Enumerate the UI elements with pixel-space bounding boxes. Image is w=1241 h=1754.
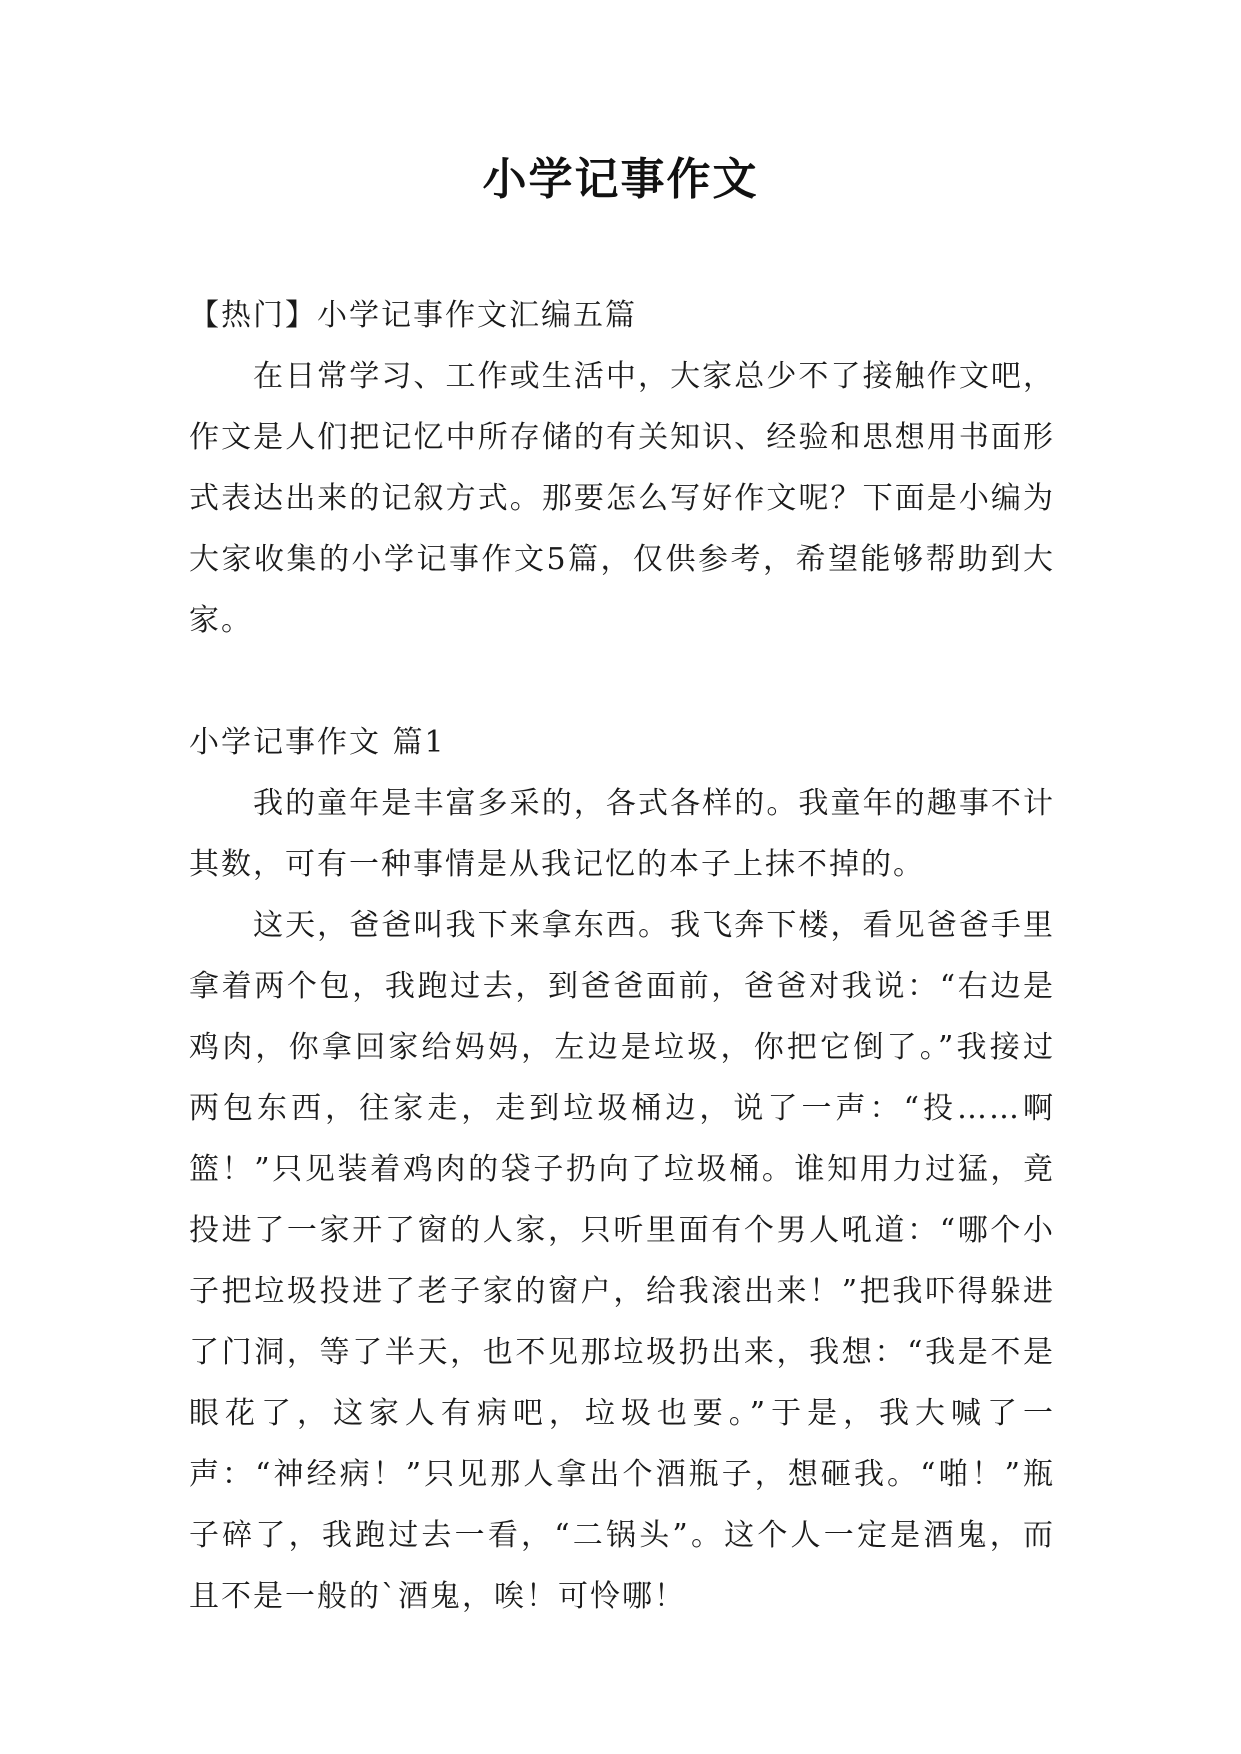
intro-paragraph: 在日常学习、工作或生活中，大家总少不了接触作文吧，作文是人们把记忆中所存储的有关知识、经验和思想用书面形式表达出来的记叙方式。那要怎么写好作文呢？下面是小编为大家收集的小学记事作文5篇，仅供参考，希望能够帮助到大家。 [189, 359, 1055, 638]
paragraph-spacer [189, 651, 1055, 712]
document-body [189, 285, 1055, 1627]
section-heading: 小学记事作文 篇1 [189, 725, 446, 760]
body-paragraph: 这天，爸爸叫我下来拿东西。我飞奔下楼，看见爸爸手里拿着两个包，我跑过去，到爸爸面前，爸爸对我说：“右边是鸡肉，你拿回家给妈妈，左边是垃圾，你把它倒了。”我接过两包东西，往家走，走到垃圾桶边，说了一声：“投……啊篮！”只见装着鸡肉的袋子扔向了垃圾桶。谁知用力过猛，竟投进了一家开了窗的人家，只听里面有个男人吼道：“哪个小子把垃圾投进了老子家的窗户，给我滚出来！”把我吓得躲进了门洞，等了半天，也不见那垃圾扔出来，我想：“我是不是眼花了，这家人有病吧，垃圾也要。”于是，我大喊了一声：“神经病！”只见那人拿出个酒瓶子，想砸我。“啪！”瓶子碎了，我跑过去一看，“二锅头”。这个人一定是酒鬼，而且不是一般的`酒鬼，唉！可怜哪！ [189, 908, 1055, 1614]
document-title: 小学记事作文 [482, 154, 759, 205]
document-subtitle: 【热门】小学记事作文汇编五篇 [189, 298, 637, 333]
body-paragraph: 我的童年是丰富多采的，各式各样的。我童年的趣事不计其数，可有一种事情是从我记忆的本子上抹不掉的。 [189, 786, 1055, 882]
